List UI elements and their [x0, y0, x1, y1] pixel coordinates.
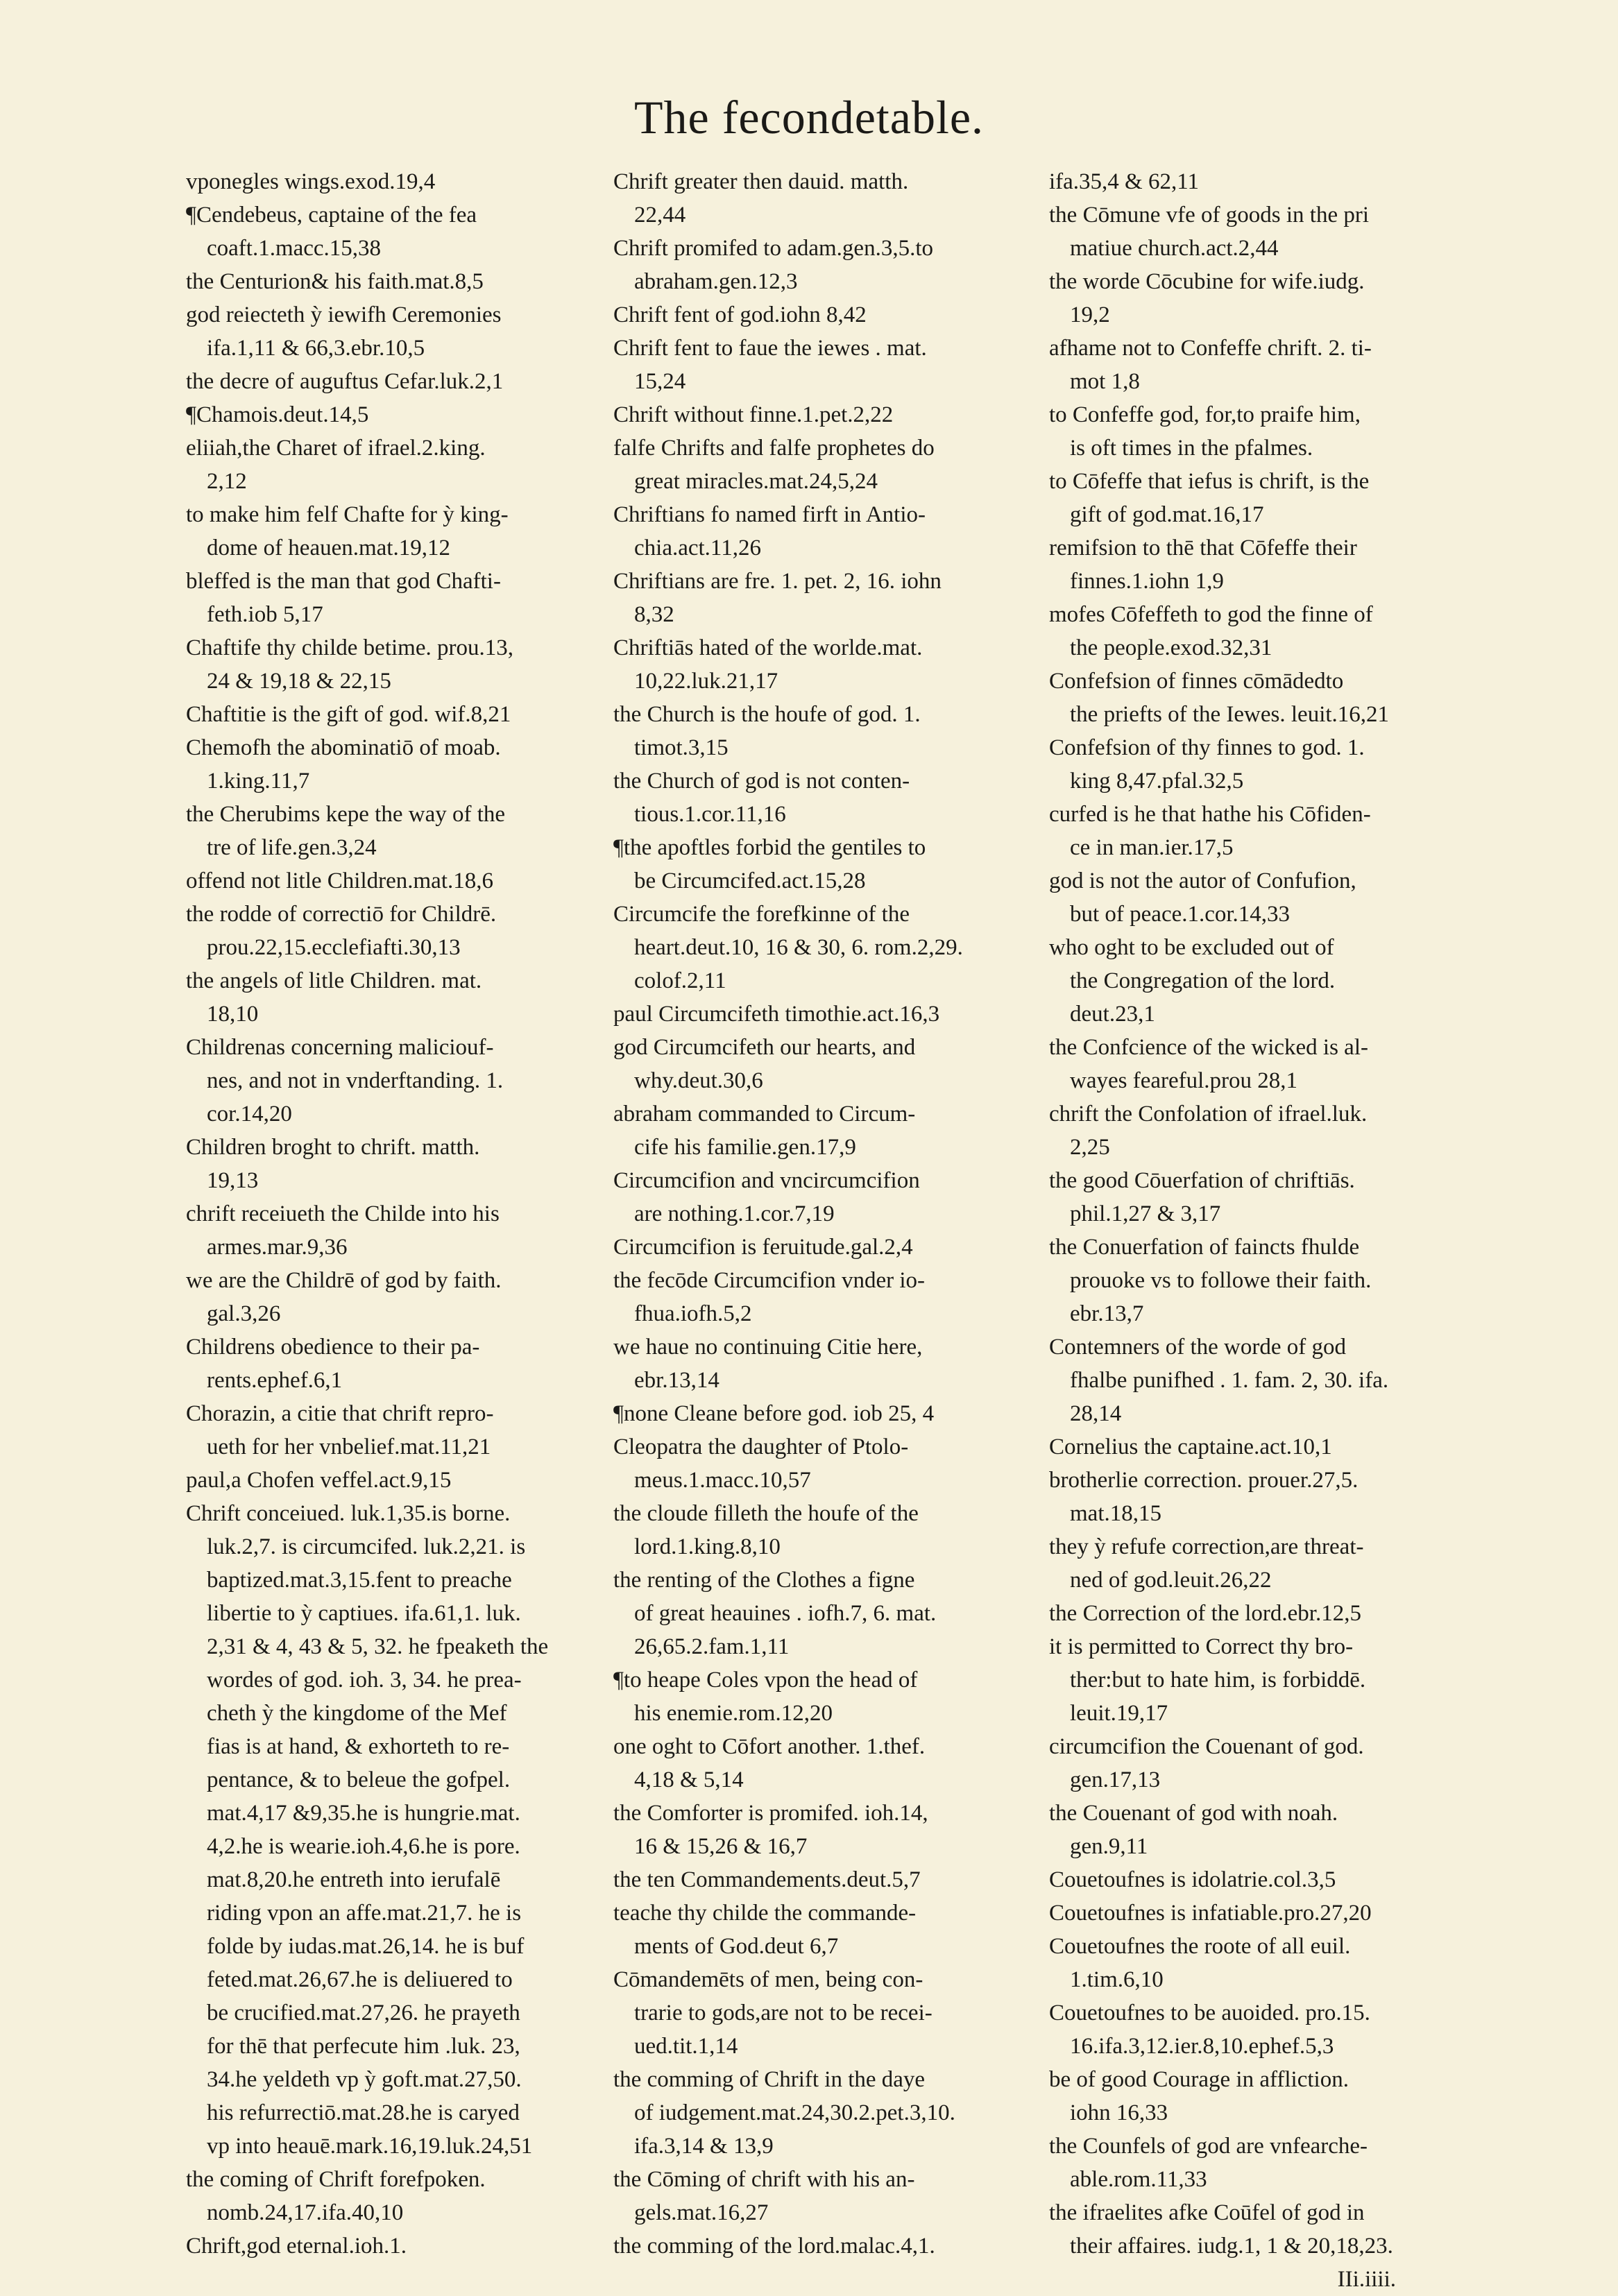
index-entry-line: Confefsion of thy finnes to god. 1. — [1049, 735, 1365, 760]
index-entry-line: the angels of litle Children. mat. — [186, 968, 482, 993]
index-entry-line: Cleopatra the daughter of Ptolo- — [613, 1434, 909, 1459]
index-entry-line: curfed is he that hathe his Cōfiden- — [1049, 802, 1371, 827]
index-entry-line: his refurrectiō.mat.28.he is caryed — [207, 2100, 520, 2125]
index-entry-line: Contemners of the worde of god — [1049, 1335, 1346, 1360]
index-entry-line: bleffed is the man that god Chafti- — [186, 569, 501, 594]
index-entry-line: the rodde of correctiō for Childrē. — [186, 902, 497, 927]
index-entry-line: Chrift promifed to adam.gen.3,5.to — [613, 236, 933, 261]
index-column-1 — [186, 165, 616, 2263]
index-entry-line: the Comforter is promifed. ioh.14, — [613, 1801, 928, 1826]
index-entry-line: abraham.gen.12,3 — [634, 269, 798, 294]
index-entry-line: cor.14,20 — [207, 1102, 292, 1126]
index-entry-line: chia.act.11,26 — [634, 536, 761, 560]
index-entry-line: afhame not to Confeffe chrift. 2. ti- — [1049, 336, 1372, 361]
index-entry-line: 15,24 — [634, 369, 686, 394]
index-entry-line: ebr.13,14 — [634, 1368, 719, 1393]
index-entry-line: 19,2 — [1070, 302, 1110, 327]
index-entry-line: Couetoufnes is idolatrie.col.3,5 — [1049, 1867, 1336, 1892]
index-entry-line: their affaires. iudg.1, 1 & 20,18,23. — [1070, 2234, 1393, 2259]
index-entry-line: why.deut.30,6 — [634, 1068, 763, 1093]
index-entry-line: Chaftife thy childe betime. prou.13, — [186, 635, 513, 660]
index-entry-line: it is permitted to Correct thy bro- — [1049, 1634, 1354, 1659]
index-entry-line: 28,14 — [1070, 1401, 1122, 1426]
index-entry-line: Childrenas concerning maliciouf- — [186, 1035, 494, 1060]
index-entry-line: 1.king.11,7 — [207, 769, 310, 794]
index-entry-line: Chorazin, a citie that chrift repro- — [186, 1401, 494, 1426]
index-entry-line: the Church is the houfe of god. 1. — [613, 702, 921, 727]
index-entry-line: teache thy childe the commande- — [613, 1901, 917, 1926]
index-column-3 — [1049, 165, 1472, 2296]
index-entry-line: Chemofh the abominatiō of moab. — [186, 735, 501, 760]
index-entry-line: mot 1,8 — [1070, 369, 1140, 394]
index-entry-line: riding vpon an affe.mat.21,7. he is — [207, 1901, 522, 1926]
index-entry-line: the renting of the Clothes a figne — [613, 1568, 915, 1593]
index-entry-line: 4,18 & 5,14 — [634, 1767, 744, 1792]
index-entry-line: god is not the autor of Confufion, — [1049, 868, 1356, 893]
index-entry-line: tious.1.cor.11,16 — [634, 802, 786, 827]
index-entry-line: great miracles.mat.24,5,24 — [634, 469, 878, 494]
index-entry-line: gal.3,26 — [207, 1301, 281, 1326]
index-entry-line: heart.deut.10, 16 & 30, 6. rom.2,29. — [634, 935, 963, 960]
index-entry-line: circumcifion the Couenant of god. — [1049, 1734, 1364, 1759]
index-entry-line: is oft times in the pfalmes. — [1070, 436, 1313, 461]
index-entry-line: nes, and not in vnderftanding. 1. — [207, 1068, 504, 1093]
index-entry-line: Cornelius the captaine.act.10,1 — [1049, 1434, 1332, 1459]
index-entry-line: feth.iob 5,17 — [207, 602, 323, 627]
index-entry-line: timot.3,15 — [634, 735, 729, 760]
index-entry-line: Chrift fent to faue the iewes . mat. — [613, 336, 927, 361]
index-entry-line: ned of god.leuit.26,22 — [1070, 1568, 1272, 1593]
index-entry-line: 18,10 — [207, 1002, 259, 1027]
index-column-2 — [613, 165, 1044, 2263]
index-entry-line: of iudgement.mat.24,30.2.pet.3,10. — [634, 2100, 955, 2125]
index-entry-line: the priefts of the Iewes. leuit.16,21 — [1070, 702, 1390, 727]
index-entry-line: we haue no continuing Citie here, — [613, 1335, 923, 1360]
index-entry-line: ifa.3,14 & 13,9 — [634, 2134, 774, 2159]
index-entry-line: ther:but to hate him, is forbiddē. — [1070, 1668, 1366, 1693]
index-entry-line: are nothing.1.cor.7,19 — [634, 1201, 835, 1226]
index-entry-line: they ỳ refufe correction,are threat- — [1049, 1534, 1364, 1559]
index-entry-line: finnes.1.iohn 1,9 — [1070, 569, 1224, 594]
index-entry-line: gen.9,11 — [1070, 1834, 1148, 1859]
index-entry-line: 1.tim.6,10 — [1070, 1967, 1164, 1992]
index-entry-line: the Cōmune vfe of goods in the pri — [1049, 203, 1370, 228]
index-entry-line: coaft.1.macc.15,38 — [207, 236, 382, 261]
index-entry-line: the good Cōuerfation of chriftiās. — [1049, 1168, 1355, 1193]
index-entry-line: paul Circumcifeth timothie.act.16,3 — [613, 1002, 940, 1027]
index-entry-line: be Circumcifed.act.15,28 — [634, 868, 866, 893]
index-entry-line: the decre of auguftus Cefar.luk.2,1 — [186, 369, 504, 394]
index-entry-line: the coming of Chrift forefpoken. — [186, 2167, 486, 2192]
index-entry-line: 22,44 — [634, 203, 686, 228]
index-entry-line: the comming of the lord.malac.4,1. — [613, 2234, 935, 2259]
index-entry-line: ued.tit.1,14 — [634, 2034, 738, 2059]
page-title: The fecondetable. — [633, 91, 985, 144]
index-entry-line: the Centurion& his faith.mat.8,5 — [186, 269, 484, 294]
index-entry-line: be of good Courage in affliction. — [1049, 2067, 1349, 2092]
index-entry-line: Chrift fent of god.iohn 8,42 — [613, 302, 867, 327]
index-entry-line: the Conuerfation of faincts fhulde — [1049, 1235, 1360, 1260]
index-entry-line: remifsion to thē that Cōfeffe their — [1049, 536, 1357, 560]
index-entry-line: the worde Cōcubine for wife.iudg. — [1049, 269, 1365, 294]
index-entry-line: wayes feareful.prou 28,1 — [1070, 1068, 1298, 1093]
index-entry-line: ifa.1,11 & 66,3.ebr.10,5 — [207, 336, 425, 361]
index-entry-line: phil.1,27 & 3,17 — [1070, 1201, 1221, 1226]
index-entry-line: mat.4,17 &9,35.he is hungrie.mat. — [207, 1801, 520, 1826]
index-entry-line: ifa.35,4 & 62,11 — [1049, 169, 1199, 194]
index-entry-line: fias is at hand, & exhorteth to re- — [207, 1734, 510, 1759]
index-entry-line: Chaftitie is the gift of god. wif.8,21 — [186, 702, 511, 727]
index-entry-line: to Cōfeffe that iefus is chrift, is the — [1049, 469, 1370, 494]
index-entry-line: one oght to Cōfort another. 1.thef. — [613, 1734, 926, 1759]
index-entry-line: paul,a Chofen veffel.act.9,15 — [186, 1468, 452, 1493]
index-entry-line: libertie to ỳ captiues. ifa.61,1. luk. — [207, 1601, 521, 1626]
signature-mark: IIi.iiii. — [1337, 2267, 1396, 2292]
index-entry-line: who oght to be excluded out of — [1049, 935, 1334, 960]
index-entry-line: the Cōming of chrift with his an- — [613, 2167, 915, 2192]
index-entry-line: the ten Commandements.deut.5,7 — [613, 1867, 921, 1892]
index-entry-line: ments of God.deut 6,7 — [634, 1934, 839, 1959]
index-entry-line: ¶none Cleane before god. iob 25, 4 — [613, 1401, 935, 1426]
index-entry-line: Chriftians fo named firft in Antio- — [613, 502, 926, 527]
index-entry-line: vponegles wings.exod.19,4 — [186, 169, 436, 194]
index-entry-line: ¶the apoftles forbid the gentiles to — [613, 835, 926, 860]
index-entry-line: we are the Childrē of god by faith. — [186, 1268, 502, 1293]
index-entry-line: but of peace.1.cor.14,33 — [1070, 902, 1291, 927]
index-entry-line: Chrift,god eternal.ioh.1. — [186, 2234, 407, 2259]
index-entry-line: matiue church.act.2,44 — [1070, 236, 1279, 261]
index-entry-line: god reiecteth ỳ iewifh Ceremonies — [186, 302, 502, 327]
index-entry-line: the Counfels of god are vnfearche- — [1049, 2134, 1368, 2159]
index-entry-line: for thē that perfecute him .luk. 23, — [207, 2034, 520, 2059]
index-entry-line: feted.mat.26,67.he is deliuered to — [207, 1967, 513, 1992]
index-entry-line: gels.mat.16,27 — [634, 2200, 769, 2225]
index-entry-line: Cōmandemēts of men, being con- — [613, 1967, 923, 1992]
index-entry-line: tre of life.gen.3,24 — [207, 835, 377, 860]
index-entry-line: able.rom.11,33 — [1070, 2167, 1207, 2192]
index-entry-line: mat.18,15 — [1070, 1501, 1161, 1526]
index-entry-line: the Church of god is not conten- — [613, 769, 910, 794]
index-entry-line: deut.23,1 — [1070, 1002, 1155, 1027]
index-entry-line: vp into heauē.mark.16,19.luk.24,51 — [207, 2134, 533, 2159]
index-entry-line: 24 & 19,18 & 22,15 — [207, 669, 391, 694]
index-entry-line: the cloude filleth the houfe of the — [613, 1501, 919, 1526]
index-entry-line: ebr.13,7 — [1070, 1301, 1144, 1326]
index-entry-line: fhalbe punifhed . 1. fam. 2, 30. ifa. — [1070, 1368, 1389, 1393]
index-entry-line: pentance, & to beleue the gofpel. — [207, 1767, 511, 1792]
index-entry-line: chrift receiueth the Childe into his — [186, 1201, 500, 1226]
index-entry-line: the Cherubims kepe the way of the — [186, 802, 506, 827]
index-entry-line: ¶Chamois.deut.14,5 — [186, 402, 369, 427]
index-entry-line: Confefsion of finnes cōmādedto — [1049, 669, 1344, 694]
index-entry-line: armes.mar.9,36 — [207, 1235, 348, 1260]
index-entry-line: the people.exod.32,31 — [1070, 635, 1272, 660]
index-entry-line: nomb.24,17.ifa.40,10 — [207, 2200, 404, 2225]
index-entry-line: the Congregation of the lord. — [1070, 968, 1336, 993]
index-entry-line: 16.ifa.3,12.ier.8,10.ephef.5,3 — [1070, 2034, 1334, 2059]
index-entry-line: falfe Chrifts and falfe prophetes do — [613, 436, 935, 461]
index-entry-line: trarie to gods,are not to be recei- — [634, 2001, 933, 2025]
index-entry-line: be crucified.mat.27,26. he prayeth — [207, 2001, 520, 2025]
index-entry-line: the comming of Chrift in the daye — [613, 2067, 926, 2092]
index-entry-line: offend not litle Children.mat.18,6 — [186, 868, 493, 893]
index-entry-line: Chrift without finne.1.pet.2,22 — [613, 402, 894, 427]
index-entry-line: Couetoufnes the roote of all euil. — [1049, 1934, 1351, 1959]
index-entry-line: gen.17,13 — [1070, 1767, 1161, 1792]
index-entry-line: 8,32 — [634, 602, 674, 627]
index-entry-line: wordes of god. ioh. 3, 34. he prea- — [207, 1668, 522, 1693]
index-entry-line: iohn 16,33 — [1070, 2100, 1168, 2125]
index-entry-line: 34.he yeldeth vp ỳ goft.mat.27,50. — [207, 2067, 522, 2092]
index-entry-line: brotherlie correction. prouer.27,5. — [1049, 1468, 1359, 1493]
index-entry-line: Children broght to chrift. matth. — [186, 1135, 480, 1160]
index-entry-line: Couetoufnes to be auoided. pro.15. — [1049, 2001, 1370, 2025]
index-entry-line: 2,31 & 4, 43 & 5, 32. he fpeaketh the — [207, 1634, 549, 1659]
index-entry-line: 4,2.he is wearie.ioh.4,6.he is pore. — [207, 1834, 520, 1859]
index-entry-line: meus.1.macc.10,57 — [634, 1468, 811, 1493]
index-entry-line: 26,65.2.fam.1,11 — [634, 1634, 790, 1659]
index-entry-line: the Confcience of the wicked is al- — [1049, 1035, 1368, 1060]
index-entry-line: mofes Cōfeffeth to god the finne of — [1049, 602, 1373, 627]
index-entry-line: Chrift conceiued. luk.1,35.is borne. — [186, 1501, 511, 1526]
index-entry-line: Chriftians are fre. 1. pet. 2, 16. iohn — [613, 569, 942, 594]
index-entry-line: 2,12 — [207, 469, 247, 494]
index-entry-line: ¶Cendebeus, captaine of the fea — [186, 203, 477, 228]
index-entry-line: baptized.mat.3,15.fent to preache — [207, 1568, 512, 1593]
index-entry-line: cife his familie.gen.17,9 — [634, 1135, 856, 1160]
index-entry-line: 2,25 — [1070, 1135, 1110, 1160]
index-entry-line: king 8,47.pfal.32,5 — [1070, 769, 1244, 794]
index-entry-line: mat.8,20.he entreth into ierufalē — [207, 1867, 501, 1892]
index-entry-line: prouoke vs to followe their faith. — [1070, 1268, 1372, 1293]
index-entry-line: abraham commanded to Circum- — [613, 1102, 916, 1126]
index-entry-line: cheth ỳ the kingdome of the Mef — [207, 1701, 507, 1726]
index-entry-line: the fecōde Circumcifion vnder io- — [613, 1268, 925, 1293]
index-entry-line: the ifraelites afke Coūfel of god in — [1049, 2200, 1365, 2225]
index-entry-line: colof.2,11 — [634, 968, 726, 993]
index-entry-line: folde by iudas.mat.26,14. he is buf — [207, 1934, 525, 1959]
index-entry-line: the Couenant of god with noah. — [1049, 1801, 1338, 1826]
index-entry-line: Chrift greater then dauid. matth. — [613, 169, 909, 194]
index-entry-line: Circumcife the forefkinne of the — [613, 902, 910, 927]
index-entry-line: leuit.19,17 — [1070, 1701, 1168, 1726]
index-entry-line: Chriftiās hated of the worlde.mat. — [613, 635, 923, 660]
index-entry-line: to make him felf Chafte for ỳ king- — [186, 502, 509, 527]
index-entry-line: fhua.iofh.5,2 — [634, 1301, 752, 1326]
index-entry-line: lord.1.king.8,10 — [634, 1534, 781, 1559]
index-entry-line: Couetoufnes is infatiable.pro.27,20 — [1049, 1901, 1372, 1926]
index-entry-line: rents.ephef.6,1 — [207, 1368, 343, 1393]
index-entry-line: his enemie.rom.12,20 — [634, 1701, 833, 1726]
index-entry-line: ¶to heape Coles vpon the head of — [613, 1668, 918, 1693]
index-entry-line: the Correction of the lord.ebr.12,5 — [1049, 1601, 1361, 1626]
index-entry-line: to Confeffe god, for,to praife him, — [1049, 402, 1361, 427]
index-entry-line: gift of god.mat.16,17 — [1070, 502, 1264, 527]
index-entry-line: luk.2,7. is circumcifed. luk.2,21. is — [207, 1534, 526, 1559]
index-entry-line: dome of heauen.mat.19,12 — [207, 536, 450, 560]
index-entry-line: Childrens obedience to their pa- — [186, 1335, 480, 1360]
index-entry-line: ueth for her vnbelief.mat.11,21 — [207, 1434, 491, 1459]
index-entry-line: of great heauines . iofh.7, 6. mat. — [634, 1601, 937, 1626]
index-entry-line: god Circumcifeth our hearts, and — [613, 1035, 916, 1060]
index-entry-line: 19,13 — [207, 1168, 259, 1193]
index-entry-line: Circumcifion and vncircumcifion — [613, 1168, 920, 1193]
index-entry-line: prou.22,15.ecclefiafti.30,13 — [207, 935, 461, 960]
index-entry-line: Circumcifion is feruitude.gal.2,4 — [613, 1235, 913, 1260]
index-entry-line: ce in man.ier.17,5 — [1070, 835, 1234, 860]
index-entry-line: 10,22.luk.21,17 — [634, 669, 778, 694]
index-entry-line: eliiah,the Charet of ifrael.2.king. — [186, 436, 486, 461]
index-entry-line: 16 & 15,26 & 16,7 — [634, 1834, 808, 1859]
index-entry-line: chrift the Confolation of ifrael.luk. — [1049, 1102, 1368, 1126]
